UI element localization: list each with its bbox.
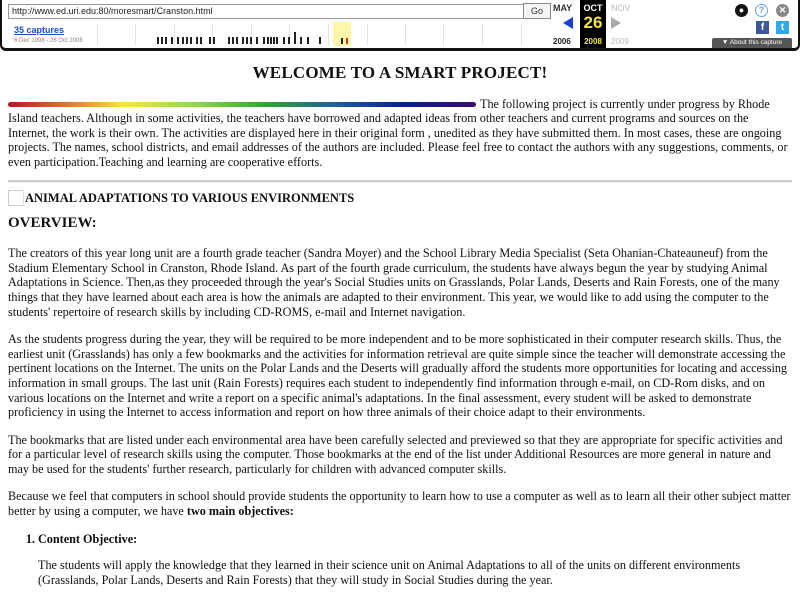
current-day: 26 [583, 13, 603, 32]
sparkline-year-gridline [367, 24, 368, 46]
section-heading [8, 190, 792, 206]
about-capture-button[interactable]: ▼ About this capture [712, 38, 792, 48]
sparkline-capture-bar[interactable] [256, 37, 258, 44]
sparkline-capture-bar[interactable] [242, 37, 244, 44]
sparkline-capture-bar[interactable] [190, 37, 192, 44]
facebook-icon[interactable]: f [756, 21, 769, 34]
prev-year-link[interactable]: 2006 [553, 37, 571, 46]
objectives-intro-bold: two main objectives: [186, 504, 294, 519]
sparkline-year-gridline [328, 24, 329, 46]
twitter-icon[interactable]: t [776, 21, 789, 34]
sparkline-capture-bar[interactable] [307, 37, 309, 44]
objectives-intro-text: Because we feel that computers in school should provide students the opportunity to learn how to use a computer as well as to learn all their other subject matter better by using a computer, we have [8, 489, 791, 519]
intro-paragraph [8, 97, 792, 170]
horizontal-rule [8, 180, 792, 183]
section-heading-text: ANIMAL ADAPTATIONS TO VARIOUS ENVIRONMENTS [25, 190, 355, 205]
capture-date-range: 6 Dec 1998 - 26 Oct 2008 [14, 38, 83, 44]
sparkline-capture-bar[interactable] [263, 37, 265, 44]
sparkline-capture-bar[interactable] [250, 37, 252, 44]
user-icon[interactable]: ● [735, 4, 748, 17]
overview-heading: OVERVIEW: [8, 214, 97, 231]
objective-item [38, 532, 792, 588]
sparkline-capture-bar[interactable] [283, 37, 285, 44]
capture-sparkline[interactable] [97, 22, 547, 46]
sparkline-capture-bar[interactable] [346, 38, 348, 44]
rainbow-divider [8, 102, 476, 107]
sparkline-year-gridline [135, 24, 136, 46]
sparkline-capture-bar[interactable] [267, 37, 269, 44]
sparkline-capture-bar[interactable] [209, 37, 211, 44]
sparkline-capture-bar[interactable] [232, 37, 234, 44]
sparkline-year-gridline [443, 24, 444, 46]
close-icon[interactable]: ✕ [776, 4, 789, 17]
sparkline-year-gridline [521, 24, 522, 46]
sparkline-capture-bar[interactable] [300, 37, 302, 44]
next-capture-arrow-icon [611, 17, 621, 29]
sparkline-capture-bar[interactable] [341, 38, 343, 44]
sparkline-capture-bar[interactable] [177, 37, 179, 44]
sparkline-capture-bar[interactable] [186, 37, 188, 44]
go-button[interactable]: Go [523, 3, 551, 19]
sparkline-year-gridline [405, 24, 406, 46]
current-capture-date [580, 0, 606, 48]
prev-capture-arrow-icon[interactable] [563, 17, 573, 29]
sparkline-capture-bar[interactable] [171, 37, 173, 44]
sparkline-capture-bar[interactable] [213, 37, 215, 44]
help-icon[interactable]: ? [755, 4, 768, 17]
objective-title: Content Objective: [38, 531, 138, 546]
broken-image-icon [8, 190, 24, 206]
page-content [8, 56, 792, 599]
prev-month-link[interactable]: MAY [553, 3, 573, 13]
overview-paragraph-1: The creators of this year long unit are a fourth grade teacher (Sandra Moyer) and the School Library Media Specialist (Seta Ohanian-Chateauneuf) from the Stadium Elementary School in Cranston, Rhode Island. As part of the fourth grade curriculum, the students have always begun the year by studying Animal Adaptations in Science. Then,as they proceeded through the year's Social Studies units on Grasslands, Polar Lands, Deserts and Rain Forests, one of the many things that they have learned about each area is how the animals are adapted to their environment. This year, we would like to add using the computer to the students' repertoire of research skills by including CD-ROMS, e-mail and Internet navigation. [8, 246, 780, 319]
intro-text: The following project is currently under progress by Rhode Island teachers. Although in some activities, the teachers have borrowed and adapted ideas from other teachers and current programs and sources on the Internet, the work is their own. The activities are displayed here in their original form , unedited as they have submitted them. In most cases, these are ongoing projects. The names, school districts, and email addresses of the authors are included. Please feel free to contact the authors with any suggestions, comments, or even participation.Teaching and learning are cooperative efforts. [8, 96, 788, 169]
sparkline-capture-bar[interactable] [157, 37, 159, 44]
sparkline-capture-bar[interactable] [294, 32, 296, 44]
sparkline-year-gridline [482, 24, 483, 46]
sparkline-capture-bar[interactable] [228, 37, 230, 44]
sparkline-capture-bar[interactable] [246, 37, 248, 44]
overview-paragraph-2: As the students progress during the year, they will be required to be more independent and to be more sophisticated in their computer research skills. Thus, the earliest unit (Grasslands) has only a few bookmarks and the activities for information retrieval are quite simple since the teacher will demonstrate accessing the pertinent locations on the Internet. The units on the Polar Lands and the Deserts will gradually afford the students more opportunities for locating and accessing information in small groups. The last unit (Rain Forests) requires each student to independently find information through e-mail, on CD-Rom disks, and on various locations on the Internet and write a report on a specific animal's adaptations. In the final assessment, every student will be asked to demonstrate proficiency in using the Internet to access information and report on how three animals of their choice adapt to their environments. [8, 332, 788, 420]
captures-link[interactable]: 35 captures [14, 25, 65, 35]
current-year: 2008 [584, 37, 602, 46]
url-input[interactable]: http://www.ed.uri.edu:80/moresmart/Cranston.html [8, 4, 524, 19]
overview-paragraph-3: The bookmarks that are listed under each environmental area have been carefully selected and previewed so that they are appropriate for specific activities and for a particular level of research skills using the computer. Those bookmarks at the end of the list under Additional Resources are more general in nature and may be used for the students' further research, particularly for children with advanced computer skills. [8, 432, 783, 476]
sparkline-capture-bar[interactable] [182, 37, 184, 44]
objectives-intro [8, 489, 792, 518]
sparkline-capture-bar[interactable] [276, 37, 278, 44]
sparkline-year-gridline [174, 24, 175, 46]
sparkline-capture-bar[interactable] [161, 37, 163, 44]
objectives-list [8, 532, 792, 588]
sparkline-capture-bar[interactable] [288, 37, 290, 44]
sparkline-capture-bar[interactable] [236, 37, 238, 44]
next-month-label: NOV [611, 3, 631, 13]
sparkline-capture-bar[interactable] [319, 37, 321, 44]
sparkline-year-gridline [97, 24, 98, 46]
objective-body: The students will apply the knowledge that they learned in their science unit on Animal Adaptations to all of the units on different environments (Grasslands, Polar Lands, Deserts and Rain Forests) that they will study in Social Studies during the year. [38, 558, 741, 587]
sparkline-capture-bar[interactable] [273, 37, 275, 44]
sparkline-capture-bar[interactable] [196, 37, 198, 44]
current-month: OCT [583, 3, 603, 13]
sparkline-capture-bar[interactable] [270, 37, 272, 44]
sparkline-capture-bar[interactable] [200, 37, 202, 44]
sparkline-capture-bar[interactable] [165, 37, 167, 44]
page-title: WELCOME TO A SMART PROJECT! [252, 63, 548, 82]
next-year-label: 2009 [611, 37, 629, 46]
wayback-toolbar [0, 0, 800, 51]
